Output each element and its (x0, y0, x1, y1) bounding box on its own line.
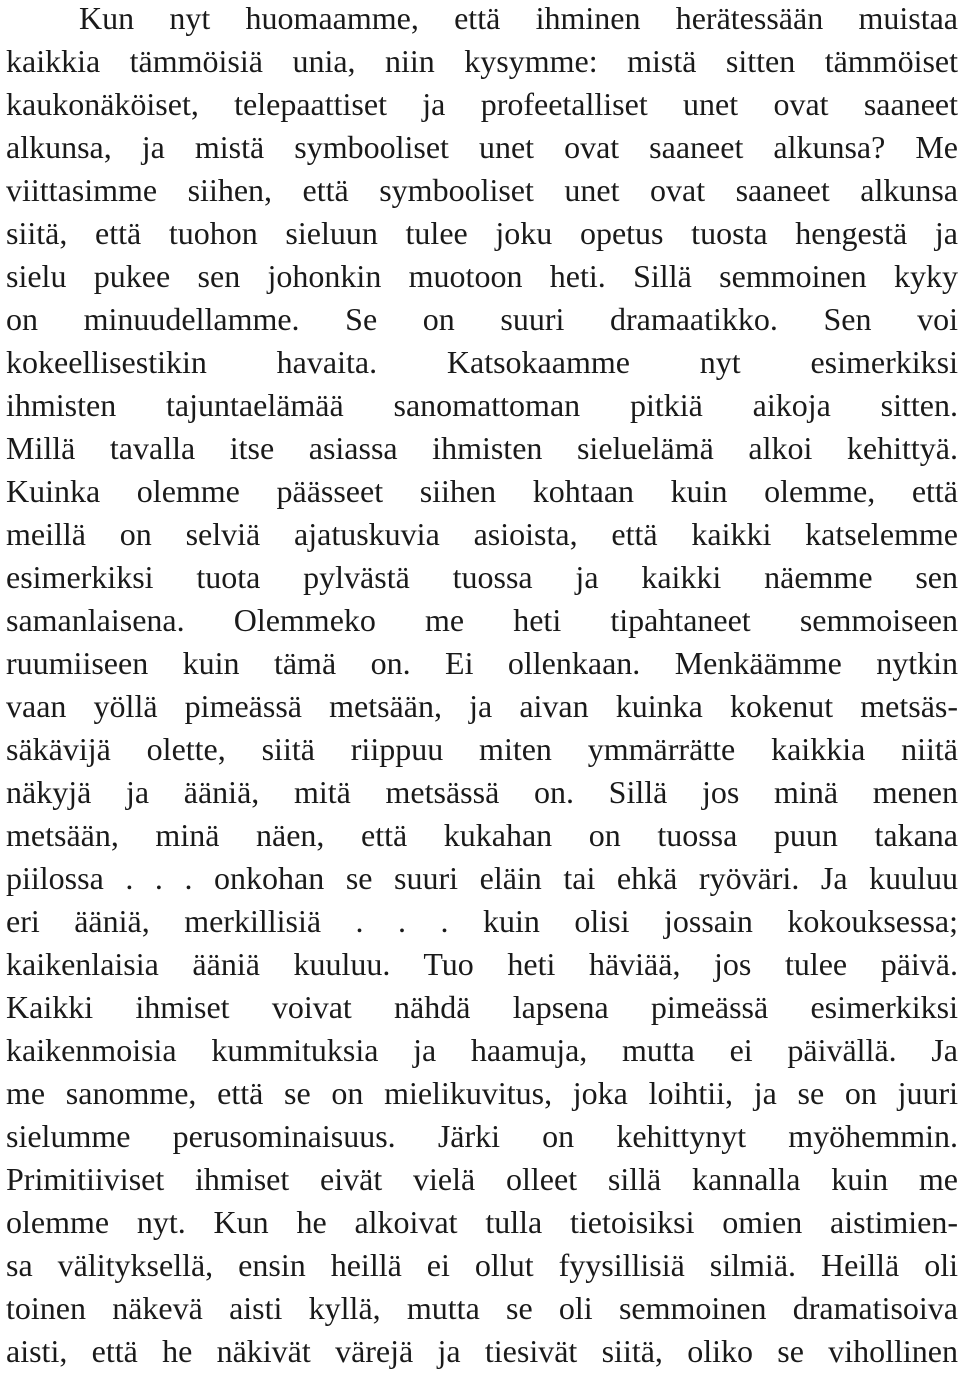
document-page (6, 0, 958, 1386)
text-line: me sanomme, että se on mielikuvitus, joka loihtii, ja se on juuri (6, 1075, 958, 1111)
text-line: kaikenmoisia kummituksia ja haamuja, mutta ei päivällä. Ja (6, 1032, 958, 1068)
text-line: piilossa . . . onkohan se suuri eläin tai ehkä ryöväri. Ja kuuluu (6, 860, 958, 896)
text-line: samanlaisena. Olemmeko me heti tipahtaneet semmoiseen (6, 602, 958, 638)
text-line: alkunsa, ja mistä symbooliset unet ovat saaneet alkunsa? Me (6, 129, 958, 165)
text-line: Millä tavalla itse asiassa ihmisten sieluelämä alkoi kehittyä. (6, 430, 958, 466)
text-line: siitä, että tuohon sieluun tulee joku opetus tuosta hengestä ja (6, 215, 958, 251)
text-line: kaukonäköiset, telepaattiset ja profeetalliset unet ovat saaneet (6, 86, 958, 122)
text-line: eri ääniä, merkillisiä . . . kuin olisi jossain kokouksessa; (6, 903, 958, 939)
text-line: Kuinka olemme päässeet siihen kohtaan kuin olemme, että (6, 473, 958, 509)
text-line: sa välityksellä, ensin heillä ei ollut fyysillisiä silmiä. Heillä oli (6, 1247, 958, 1283)
text-line: metsään, minä näen, että kukahan on tuossa puun takana (6, 817, 958, 853)
text-line: vaan yöllä pimeässä metsään, ja aivan kuinka kokenut metsäs- (6, 688, 958, 724)
text-line: olemme nyt. Kun he alkoivat tulla tietoisiksi omien aistimien- (6, 1204, 958, 1240)
text-line: viittasimme siihen, että symbooliset unet ovat saaneet alkunsa (6, 172, 958, 208)
text-line: näkyjä ja ääniä, mitä metsässä on. Sillä jos minä menen (6, 774, 958, 810)
text-line: esimerkiksi tuota pylvästä tuossa ja kaikki näemme sen (6, 559, 958, 595)
text-line: sielumme perusominaisuus. Järki on kehittynyt myöhemmin. (6, 1118, 958, 1154)
text-line: meillä on selviä ajatuskuvia asioista, että kaikki katselemme (6, 516, 958, 552)
text-line: sielu pukee sen johonkin muotoon heti. Sillä semmoinen kyky (6, 258, 958, 294)
text-line: ruumiiseen kuin tämä on. Ei ollenkaan. Menkäämme nytkin (6, 645, 958, 681)
text-line: kokeellisestikin havaita. Katsokaamme nyt esimerkiksi (6, 344, 958, 380)
text-line: Kaikki ihmiset voivat nähdä lapsena pimeässä esimerkiksi (6, 989, 958, 1025)
text-line: Kun nyt huomaamme, että ihminen herätessään muistaa (79, 0, 958, 36)
text-line: on minuudellamme. Se on suuri dramaatikko. Sen voi (6, 301, 958, 337)
text-line: ihmisten tajuntaelämää sanomattoman pitkiä aikoja sitten. (6, 387, 958, 423)
text-line: kaikenlaisia ääniä kuuluu. Tuo heti häviää, jos tulee päivä. (6, 946, 958, 982)
text-line: kaikkia tämmöisiä unia, niin kysymme: mistä sitten tämmöiset (6, 43, 958, 79)
text-line: aisti, että he näkivät värejä ja tiesivät siitä, oliko se vihollinen (6, 1333, 958, 1369)
text-line: säkävijä olette, siitä riippuu miten ymmärrätte kaikkia niitä (6, 731, 958, 767)
text-line: Primitiiviset ihmiset eivät vielä olleet sillä kannalla kuin me (6, 1161, 958, 1197)
text-line: toinen näkevä aisti kyllä, mutta se oli semmoinen dramatisoiva (6, 1290, 958, 1326)
